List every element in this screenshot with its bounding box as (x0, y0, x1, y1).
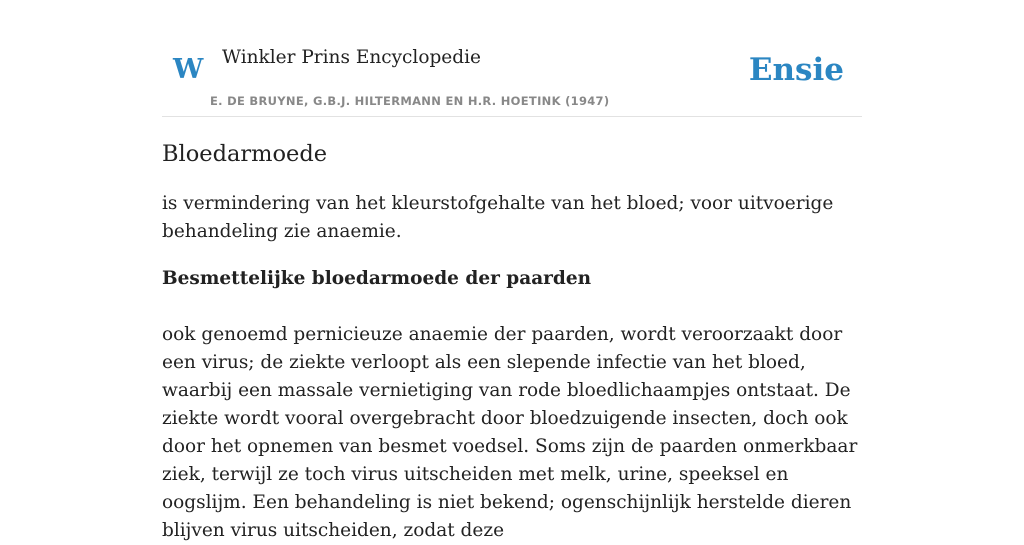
article-body-paragraph: ook genoemd pernicieuze anaemie der paarden, wordt veroorzaakt door een virus; de ziekte verloopt als een slepende infectie van het bloed, waarbij een massale vernietiging van rode bloedlichaampjes ontstaat. De ziekte wordt vooral overgebracht door bloedzuigende insecten, doch ook door het opnemen van besmet voedsel. Soms zijn de paarden onmerkbaar ziek, terwijl ze toch virus uitscheiden met melk, urine, speeksel en oogslijm. Een behandeling is niet bekend; ogenschijnlijk herstelde dieren blijven virus uitscheiden, zodat deze (162, 324, 858, 541)
site-subtitle-authors: E. DE BRUYNE, G.B.J. HILTERMANN EN H.R. HOETINK (1947) (210, 94, 610, 108)
ensie-brand-logo[interactable]: Ensie (748, 52, 844, 88)
article-title: Bloedarmoede (162, 141, 328, 167)
site-header (162, 0, 862, 117)
section-title: Besmettelijke bloedarmoede der paarden (162, 268, 592, 289)
winkler-prins-logo[interactable]: W (173, 54, 204, 85)
article-lead-paragraph: is vermindering van het kleurstofgehalte van het bloed; voor uitvoerige behandeling zie anaemie. (162, 193, 834, 242)
site-title[interactable]: Winkler Prins Encyclopedie (222, 47, 481, 68)
article (162, 137, 872, 545)
